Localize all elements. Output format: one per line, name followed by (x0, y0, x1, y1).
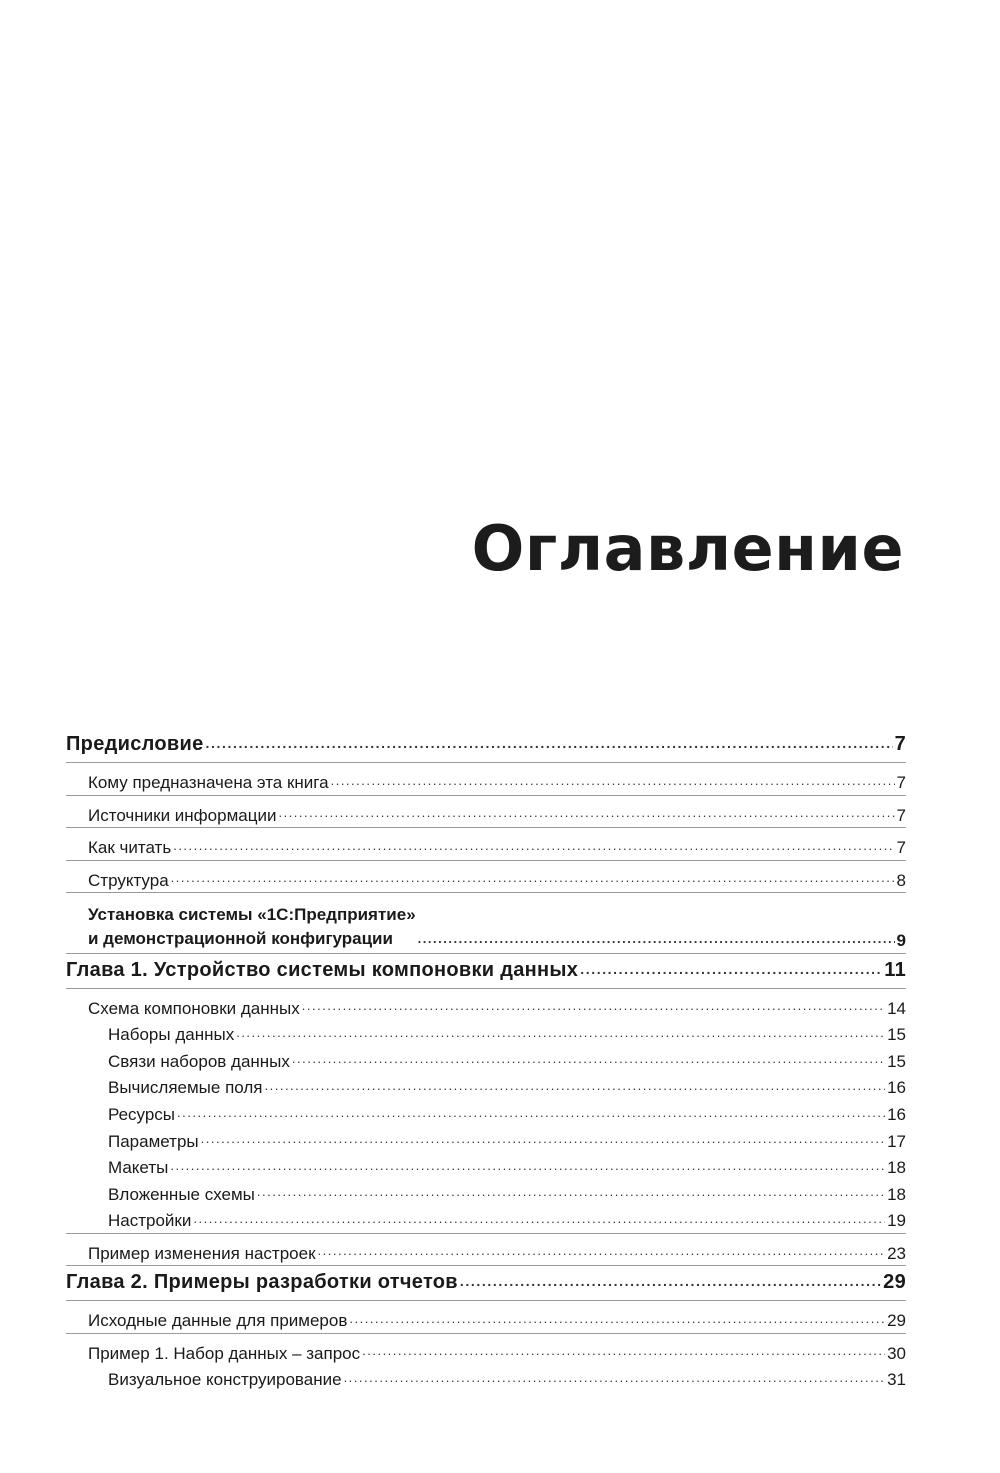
toc-leader-dots (292, 1052, 885, 1071)
toc-entry-page: 16 (887, 1104, 906, 1124)
toc-entry[interactable] (66, 763, 906, 796)
toc-leader-dots (418, 932, 895, 951)
toc-leader-dots (349, 1312, 885, 1331)
toc-entry-page: 7 (896, 805, 906, 825)
toc-leader-dots (460, 1273, 881, 1294)
toc-entry[interactable] (66, 989, 906, 1021)
toc-entry-page: 7 (894, 733, 906, 755)
toc-entry-title (88, 903, 416, 951)
toc-entry-title: Вложенные схемы (108, 1184, 255, 1204)
toc-leader-dots (170, 1159, 885, 1178)
toc-entry-title: Параметры (108, 1131, 199, 1151)
toc-entry[interactable] (66, 733, 906, 763)
toc-entry-page: 14 (887, 998, 906, 1018)
toc-entry[interactable] (66, 1047, 906, 1074)
toc-entry-title: Вычисляемые поля (108, 1078, 263, 1098)
page-title: Оглавление (471, 512, 904, 585)
toc-entry[interactable] (66, 1301, 906, 1334)
toc-entry-title: Схема компоновки данных (88, 998, 300, 1018)
toc-entry-title: Глава 2. Примеры разработки отчетов (66, 1271, 458, 1294)
toc-leader-dots (236, 1026, 885, 1045)
toc-entry[interactable] (66, 1206, 906, 1234)
toc-entry-page: 15 (887, 1051, 906, 1071)
toc-entry[interactable] (66, 828, 906, 861)
toc-entry-page: 11 (884, 958, 906, 981)
toc-entry-page: 16 (887, 1078, 906, 1098)
toc-entry-page: 15 (887, 1025, 906, 1045)
toc-entry-title: Глава 1. Устройство системы компоновки данных (66, 958, 579, 981)
toc-entry[interactable] (66, 1153, 906, 1180)
toc-leader-dots (302, 999, 885, 1018)
toc-leader-dots (177, 1106, 885, 1125)
toc-leader-dots (318, 1244, 886, 1263)
toc-leader-dots (171, 871, 895, 890)
toc-entry-title: Источники информации (88, 805, 277, 825)
toc-leader-dots (201, 1132, 885, 1151)
toc-entry-page: 18 (887, 1158, 906, 1178)
toc-entry-page: 29 (887, 1311, 906, 1331)
toc-entry-title: Как читать (88, 838, 172, 858)
toc-entry-title: Связи наборов данных (108, 1051, 290, 1071)
toc-entry-title: Предисловие (66, 733, 204, 755)
toc-entry-title: Исходные данные для примеров (88, 1311, 348, 1331)
toc-entry-title: Макеты (108, 1158, 169, 1178)
toc-leader-dots (265, 1079, 886, 1098)
toc-entry[interactable] (66, 1365, 906, 1392)
toc-entry[interactable] (66, 1100, 906, 1127)
toc-entry-title-line2: и демонстрационной конфигурации (88, 928, 393, 948)
toc-leader-dots (362, 1344, 885, 1363)
toc-entry[interactable] (66, 1334, 906, 1366)
toc-entry-page: 23 (887, 1243, 906, 1263)
toc-entry-title: Настройки (108, 1211, 192, 1231)
toc-leader-dots (257, 1185, 885, 1204)
toc-leader-dots (278, 806, 894, 825)
toc-leader-dots (344, 1371, 886, 1390)
toc-leader-dots (173, 839, 894, 858)
toc-entry[interactable] (66, 1073, 906, 1100)
toc-leader-dots (206, 735, 893, 756)
toc-entry[interactable] (66, 796, 906, 829)
toc-entry-page: 18 (887, 1184, 906, 1204)
toc-entry-page: 31 (887, 1370, 906, 1390)
toc-entry-title: Визуальное конструирование (108, 1370, 342, 1390)
toc-entry-page: 7 (896, 773, 906, 792)
toc-entry-page: 8 (896, 870, 906, 890)
table-of-contents (66, 728, 906, 1392)
toc-entry[interactable] (66, 959, 906, 989)
toc-entry-title: Структура (88, 870, 169, 890)
toc-entry-title-line1: Установка системы «1С:Предприятие» (88, 905, 416, 925)
toc-entry-title: Кому предназначена эта книга (88, 773, 329, 792)
toc-entry-title: Ресурсы (108, 1104, 176, 1124)
toc-entry-page: 29 (883, 1271, 906, 1294)
toc-entry-page: 30 (887, 1343, 906, 1363)
toc-leader-dots (331, 774, 895, 793)
toc-entry[interactable] (66, 893, 906, 954)
toc-entry[interactable] (66, 1234, 906, 1267)
toc-entry-page: 17 (887, 1131, 906, 1151)
toc-entry-page: 19 (887, 1211, 906, 1231)
toc-entry[interactable] (66, 861, 906, 894)
toc-entry-title: Пример изменения настроек (88, 1243, 316, 1263)
toc-entry[interactable] (66, 1127, 906, 1154)
toc-leader-dots (193, 1212, 885, 1231)
toc-entry-page: 7 (896, 838, 906, 858)
toc-entry-title: Пример 1. Набор данных – запрос (88, 1343, 361, 1363)
toc-entry-title: Наборы данных (108, 1025, 235, 1045)
toc-entry[interactable] (66, 1180, 906, 1207)
toc-entry[interactable] (66, 1271, 906, 1301)
toc-entry-page: 9 (896, 931, 906, 951)
toc-leader-dots (580, 961, 882, 982)
toc-entry[interactable] (66, 1020, 906, 1047)
